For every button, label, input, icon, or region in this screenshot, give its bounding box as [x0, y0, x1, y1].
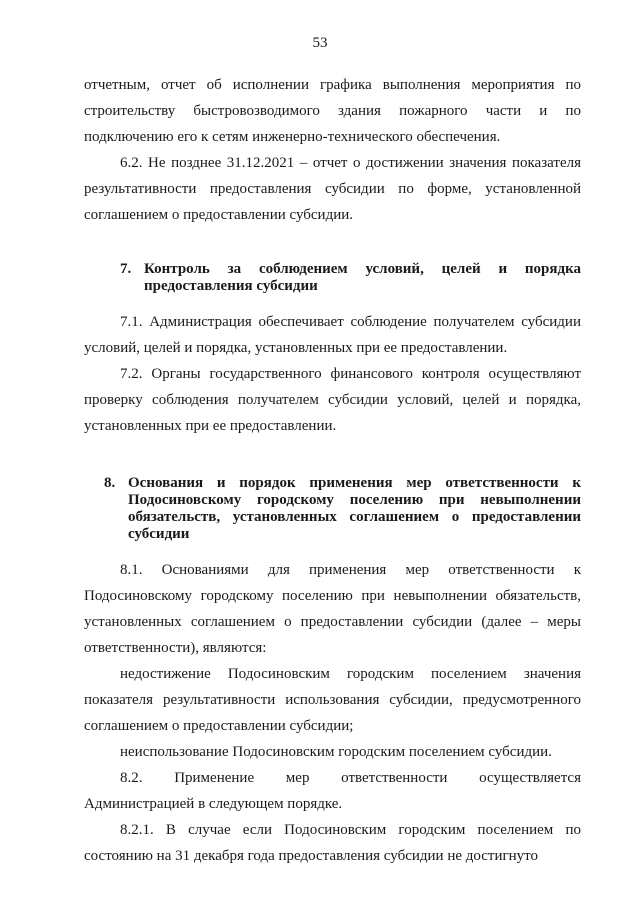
section-8-title: Основания и порядок применения мер ответственности к Подосиновскому городскому поселению при невыполнении обязательств, установленных соглашением о предоставлении субсидии — [128, 475, 581, 542]
paragraph-7-1: 7.1. Администрация обеспечивает соблюдение получателем субсидии условий, целей и порядка, установленных при ее предоставлении. — [84, 314, 581, 356]
paragraph-8-1: 8.1. Основаниями для применения мер ответственности к Подосиновскому городскому поселению при невыполнении обязательств, установленных соглашением о предоставлении субсидии (далее – меры ответственности), являются: — [84, 562, 581, 656]
paragraph-continuation: отчетным, отчет об исполнении графика выполнения мероприятия по строительству быстровозводимого здания пожарного части и по подключению его к сетям инженерно-технического обеспечения. — [84, 77, 581, 145]
section-7-heading — [84, 261, 581, 295]
section-8-number: 8. — [104, 475, 116, 491]
page-content — [84, 72, 581, 869]
paragraph-8-1-item-1: недостижение Подосиновским городским поселением значения показателя результативности использования субсидии, предусмотренного соглашением о предоставлении субсидии; — [84, 666, 581, 734]
paragraph-8-1-item-2: неиспользование Подосиновским городским поселением субсидии. — [120, 744, 552, 760]
page-number: 53 — [312, 35, 328, 51]
paragraph-8-2: 8.2. Применение мер ответственности осуществляется Администрацией в следующем порядке. — [84, 770, 581, 812]
paragraph-7-2: 7.2. Органы государственного финансового контроля осуществляют проверку соблюдения получателем субсидии условий, целей и порядка, установленных при ее предоставлении. — [84, 366, 581, 434]
section-7-title: Контроль за соблюдением условий, целей и порядка предоставления субсидии — [144, 261, 581, 294]
paragraph-8-2-1: 8.2.1. В случае если Подосиновским городским поселением по состоянию на 31 декабря года предоставления субсидии не достигнуто — [84, 822, 581, 864]
section-7-number: 7. — [120, 261, 132, 277]
section-8-heading — [84, 475, 581, 543]
paragraph-6-2: 6.2. Не позднее 31.12.2021 – отчет о достижении значения показателя результативности предоставления субсидии по форме, установленной соглашением о предоставлении субсидии. — [84, 155, 581, 223]
